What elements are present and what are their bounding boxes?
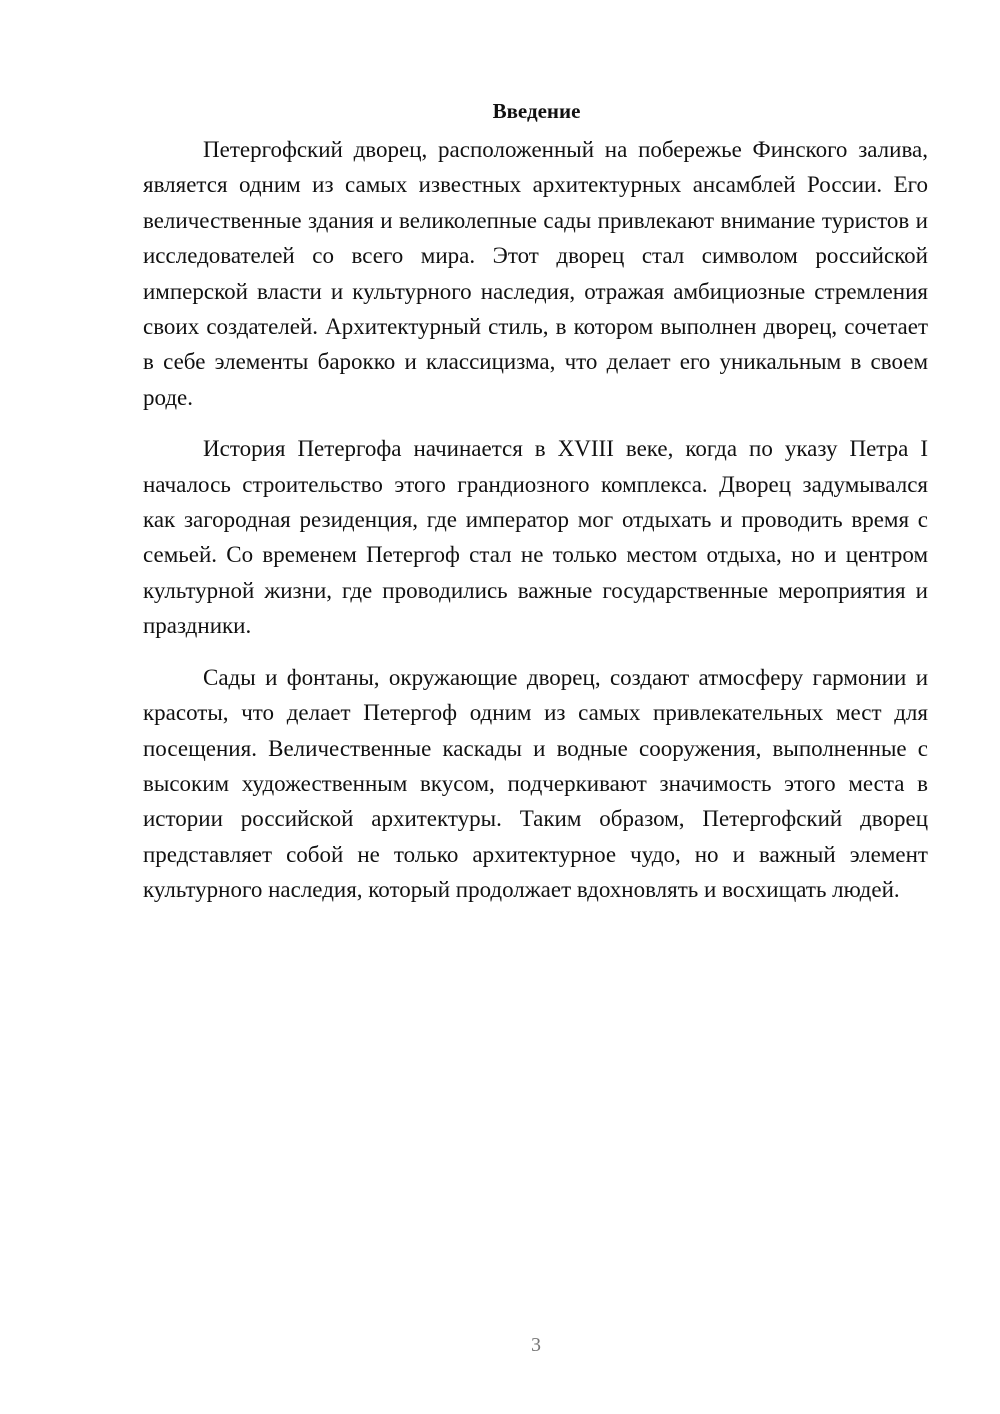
paragraph-1: Петергофский дворец, расположенный на побережье Финского залива, является одним из самых известных архитектурных ансамблей России. Его величественные здания и великолепные сады привлекают внимание туристов и исследователей со всего мира. Этот дворец стал символом российской имперской власти и культурного наследия, отражая амбициозные стремления своих создателей. Архитектурный стиль, в котором выполнен дворец, сочетает в себе элементы барокко и классицизма, что делает его уникальным в своем роде.: [143, 137, 928, 410]
page-content: [143, 96, 928, 924]
paragraph-3: Сады и фонтаны, окружающие дворец, создают атмосферу гармонии и красоты, что делает Петергоф одним из самых привлекательных мест для посещения. Величественные каскады и водные сооружения, выполненные с высоким художественным вкусом, подчеркивают значимость этого места в истории российской архитектуры. Таким образом, Петергофский дворец представляет собой не только архитектурное чудо, но и важный элемент культурного наследия, который продолжает вдохновлять и восхищать людей.: [143, 664, 928, 903]
section-heading: Введение: [492, 99, 581, 123]
page-number: 3: [531, 1334, 541, 1356]
paragraph-2: История Петергофа начинается в XVIII веке, когда по указу Петра I началось строительство этого грандиозного комплекса. Дворец задумывался как загородная резиденция, где император мог отдыхать и проводить время с семьей. Со временем Петергоф стал не только местом отдыха, но и центром культурной жизни, где проводились важные государственные мероприятия и праздники.: [143, 436, 928, 639]
